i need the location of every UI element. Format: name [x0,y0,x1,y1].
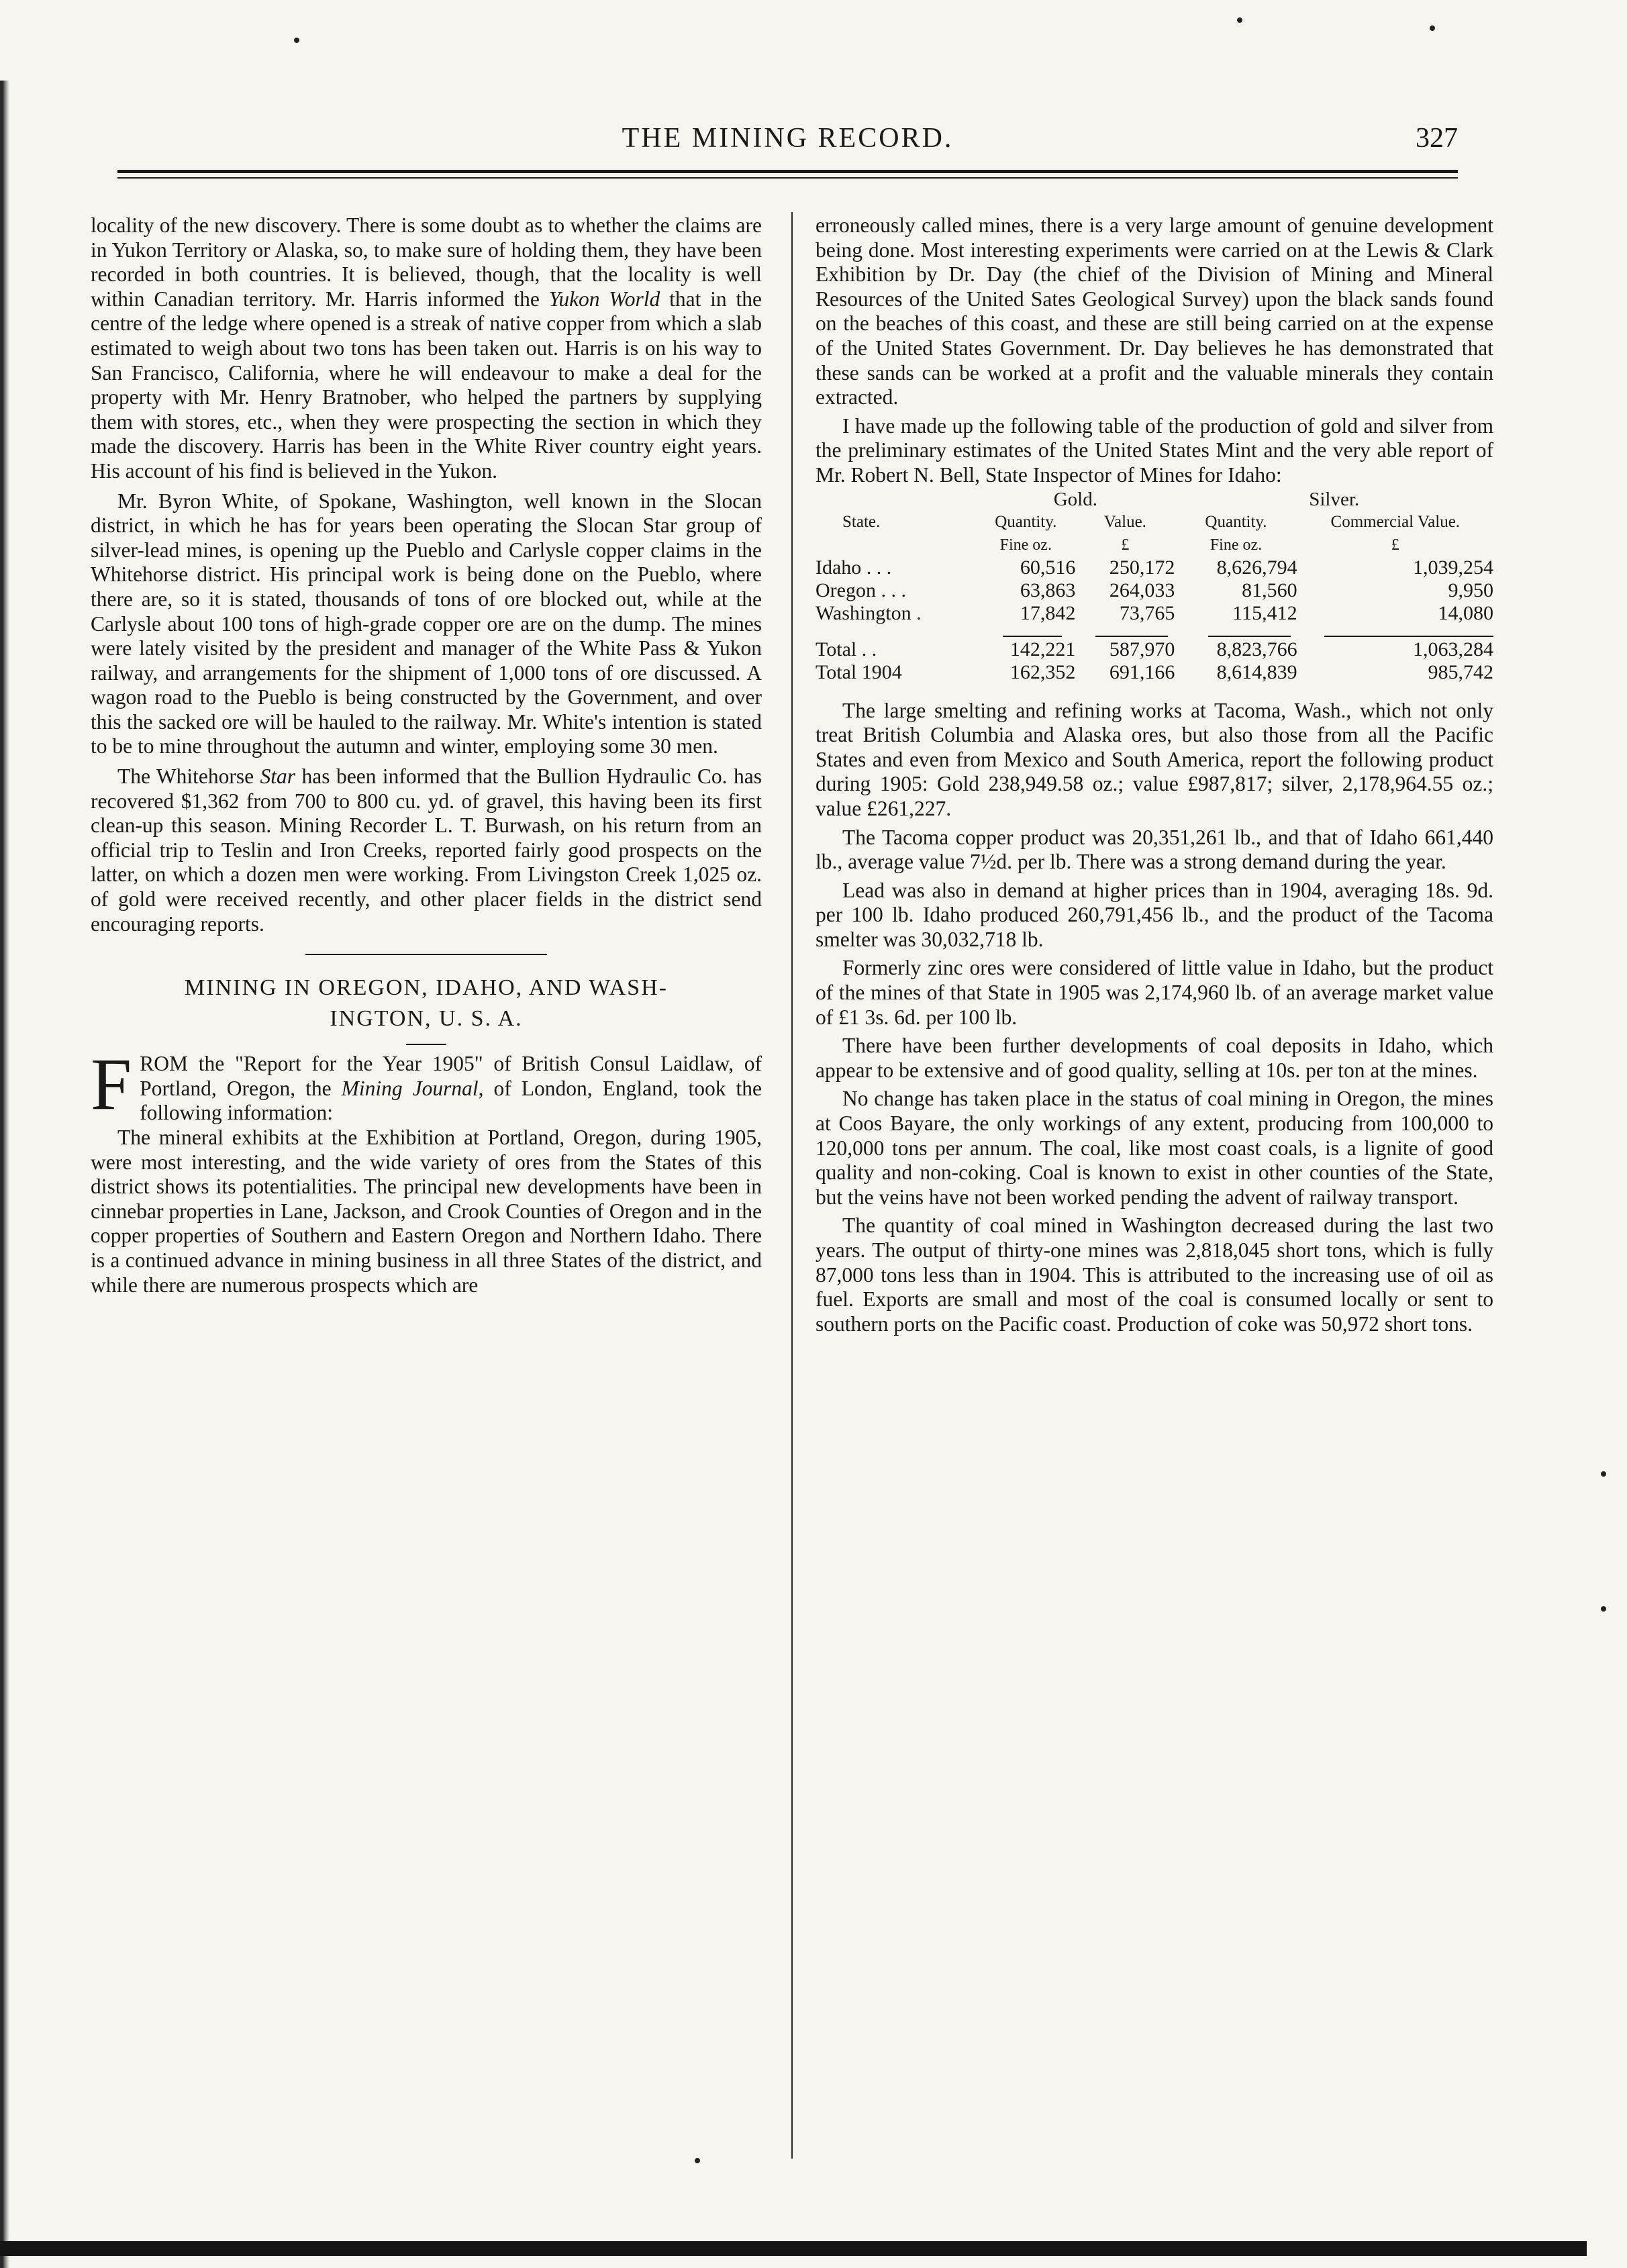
table-group-row [816,488,1493,511]
state-cell: Idaho . . . [816,556,892,579]
value-cell: 264,033 [1109,579,1175,601]
ink-speck [1430,26,1435,31]
ink-speck [1237,17,1242,23]
binding-shadow [0,81,9,2268]
value-cell: 142,221 [1009,638,1076,660]
table-row [816,556,1493,579]
ink-speck [1601,1471,1606,1477]
state-cell: Total 1904 [816,660,902,683]
drop-cap: F [91,1043,132,1126]
italic-title: Mining Journal [341,1076,479,1100]
running-title: THE MINING RECORD. [622,123,954,154]
ink-speck [294,38,299,43]
group-header-gold: Gold. [1053,488,1097,510]
paragraph: The Tacoma copper product was 20,351,261 lb., and that of Idaho 661,440 lb., average value 7½d. per lb. There was a strong demand during the year. [816,825,1493,874]
unit-label: £ [1391,536,1399,554]
text-run: has been informed that the Bullion Hydraulic Co. has recovered $1,362 from 700 to 800 cu. yd. of gravel, this having been its first clean-up this season. Mining Recorder L. T. Burwash, on his return from an official trip to Teslin and Iron Creeks, reported fairly good prospects on the latter, on which a dozen men were working. From Livingston Creek 1,025 oz. of gold were received recently, and other placer fields in the district send encouraging reports. [91,765,762,936]
page-bottom-edge [0,2241,1587,2256]
column-divider [791,212,793,2159]
column-header: State. [842,512,881,531]
value-cell: 81,560 [1242,579,1297,601]
right-column [816,213,1493,1336]
table-row [816,602,1493,625]
section-separator [305,954,547,955]
table-unit-row [816,534,1493,556]
text-run: The Whitehorse [117,765,260,789]
text-run: locality of the new discovery. There is some doubt as to whether the claims are in Yukon Territory or Alaska, so, to make sure of holding them, they have been recorded in both countries. It is believed, though, that the locality is well within Canadian territory. Mr. Harris informed the [91,213,762,311]
value-cell: 1,063,284 [1413,638,1493,660]
paragraph: The mineral exhibits at the Exhibition at Portland, Oregon, during 1905, were most interesting, and the wide variety of ores from the States of this district shows its potentialities. The principal new developments have been in cinnebar properties in Lane, Jackson, and Crook Counties of Oregon and in the copper properties of Southern and Eastern Oregon and Northern Idaho. There is a continued advance in mining business in all three States of the district, and while there are numerous prospects which are [91,1126,762,1297]
paragraph: The quantity of coal mined in Washington decreased during the last two years. The output of thirty-one mines was 2,818,045 short tons, which is fully 87,000 tons less than in 1904. This is attributed to the increasing use of oil as fuel. Exports are small and most of the coal is consumed locally or sent to southern ports on the Pacific coast. Production of coke was 50,972 short tons. [816,1214,1493,1336]
unit-label: Fine oz. [1210,536,1263,554]
value-cell: 8,614,839 [1216,660,1297,683]
paragraph: There have been further developments of coal deposits in Idaho, which appear to be extensive and of good quality, selling at 10s. per ton at the mines. [816,1034,1493,1082]
paragraph: No change has taken place in the status of coal mining in Oregon, the mines at Coos Bayare, the only workings of any extent, producing from 100,000 to 120,000 tons per annum. The coal, like most coast coals, is a lignite of good quality and non-coking. Coal is known to exist in other counties of the State, but the veins have not been worked pending the advent of railway transport. [816,1087,1493,1209]
paragraph: I have made up the following table of the production of gold and silver from the preliminary estimates of the United States Mint and the very able report of Mr. Robert N. Bell, State Inspector of Mines for Idaho: [816,413,1493,487]
table-total-row [816,661,1493,684]
column-header: Commercial Value. [1330,512,1461,531]
section-heading-line: MINING IN OREGON, IDAHO, AND WASH- [185,975,668,1001]
value-cell: 9,950 [1448,579,1493,601]
text-run: ROM the "Report for the Year 1905" of British Consul Laidlaw, of Portland, Oregon, the [140,1052,762,1100]
state-cell: Oregon . . . [816,579,906,601]
value-cell: 8,823,766 [1216,638,1297,660]
paragraph: erroneously called mines, there is a very large amount of genuine development being done. Most interesting experiments were carried on at the Lewis & Clark Exhibition by Dr. Day (the chief of the Division of Mining and Mineral Resources of the United Sates Geological Survey) upon the black sands found on the beaches of this coast, and these are still being carried on at the expense of the United States Government. Dr. Day believes he has demonstrated that these sands can be worked at a profit and the valuable minerals they contain extracted. [816,213,1493,409]
unit-label: £ [1121,536,1130,554]
text-run: that in the centre of the ledge where opened is a streak of native copper from which a slab estimated to weigh about two tons has been taken out. Harris is on his way to San Francisco, California, where he will endeavour to make a deal for the property with Mr. Henry Bratnober, who helped the partners by supplying them with stores, etc., when they were prospecting the section in which they made the discovery. Harris has been in the White River country eight years. His account of his find is believed in the Yukon. [91,287,762,483]
production-table [816,488,1493,684]
heading-dash [406,1044,446,1045]
ink-speck [695,2158,700,2163]
value-cell: 14,080 [1438,601,1493,624]
unit-label: Fine oz. [999,536,1052,554]
page-header [117,122,1458,162]
section-heading [97,973,755,1034]
value-cell: 115,412 [1232,601,1297,624]
table-row [816,579,1493,602]
group-header-silver: Silver. [1309,488,1360,510]
value-cell: 250,172 [1109,556,1175,579]
paragraph: Mr. Byron White, of Spokane, Washington, well known in the Slocan district, in which he has for years been operating the Slocan Star group of silver-lead mines, is opening up the Pueblo and Carlysle copper claims in the Whitehorse district. His principal work is being done on the Pueblo, where there are, so it is stated, thousands of tons of ore blocked out, while at the Carlysle about 100 tons of high-grade copper ore are on the dump. The mines were lately visited by the president and manager of the White Pass & Yukon railway, and arrangements for the shipment of 1,000 tons of ore discussed. A wagon road to the Pueblo is being constructed by the Government, and over this the sacked ore will be hauled to the railway. Mr. White's intention is stated to be to mine throughout the autumn and winter, employing some 30 men. [91,489,762,758]
column-header: Quantity. [995,512,1057,531]
column-header: Value. [1103,512,1146,531]
paragraph: Lead was also in demand at higher prices than in 1904, averaging 18s. 9d. per 100 lb. Idaho produced 260,791,456 lb., and the product of the Tacoma smelter was 30,032,718 lb. [816,878,1493,951]
value-cell: 60,516 [1020,556,1076,579]
ink-speck [1601,1606,1606,1612]
paragraph [91,1043,762,1126]
value-cell: 162,352 [1009,660,1076,683]
italic-title: Yukon World [548,287,660,311]
value-cell: 691,166 [1109,660,1175,683]
text-run: , of London, England, took the following information: [140,1076,762,1125]
paragraph [91,765,762,936]
header-rule-thin [117,177,1458,179]
state-cell: Washington . [816,601,922,624]
value-cell: 587,970 [1109,638,1175,660]
header-rule [117,170,1458,173]
value-cell: 8,626,794 [1216,556,1297,579]
table-header-row [816,511,1493,534]
value-cell: 73,765 [1119,601,1175,624]
page-number: 327 [1416,123,1458,154]
italic-title: Star [260,765,296,789]
table-rule [816,625,1493,638]
paragraph [91,213,762,484]
value-cell: 1,039,254 [1413,556,1493,579]
left-column [91,213,762,1297]
state-cell: Total . . [816,638,877,660]
value-cell: 17,842 [1020,601,1076,624]
value-cell: 63,863 [1020,579,1076,601]
paragraph: Formerly zinc ores were considered of little value in Idaho, but the product of the mines of that State in 1905 was 2,174,960 lb. of an average market value of £1 3s. 6d. per 100 lb. [816,956,1493,1029]
section-heading-line: INGTON, U. S. A. [330,1006,523,1032]
value-cell: 985,742 [1428,660,1493,683]
paragraph: The large smelting and refining works at Tacoma, Wash., which not only treat British Columbia and Alaska ores, but also those from all the Pacific States and even from Mexico and South America, report the following product during 1905: Gold 238,949.58 oz.; value £987,817; silver, 2,178,964.55 oz.; value £261,227. [816,698,1493,820]
column-header: Quantity. [1205,512,1267,531]
table-total-row [816,638,1493,661]
